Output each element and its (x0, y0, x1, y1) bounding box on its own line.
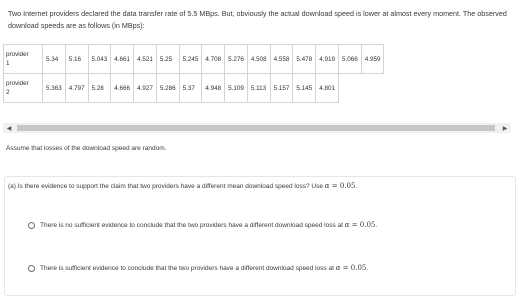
question-prefix: (a) Is there evidence to support the claim that two providers have a different mean download speed loss? Use (8, 183, 323, 190)
radio-no-evidence[interactable] (28, 222, 35, 229)
option-sufficient-evidence-alpha (336, 264, 367, 272)
row-header (4, 74, 43, 103)
table-cell: 4.948 (202, 74, 225, 103)
table-cell: 4.508 (247, 45, 270, 74)
question-panel (4, 176, 516, 296)
table-cell: 5.363 (43, 74, 66, 103)
triangle-left-icon: ◀ (6, 125, 12, 132)
table-cell: 4.959 (361, 45, 384, 74)
option-no-evidence-alpha (345, 221, 376, 229)
table-cell: 5.066 (338, 45, 361, 74)
table-row (4, 45, 384, 74)
table-cell: 4.666 (111, 74, 134, 103)
triangle-right-icon: ▶ (502, 125, 508, 132)
option-no-evidence[interactable] (28, 221, 377, 229)
alpha-expression (325, 182, 356, 190)
alpha-value: 0.05 (339, 182, 356, 190)
option-suffix: . (366, 264, 369, 272)
row-header-line2: 1 (6, 60, 10, 67)
table-cell: 4.521 (134, 45, 157, 74)
table-cell: 5.28 (88, 74, 111, 103)
table-cell: 5.043 (88, 45, 111, 74)
scroll-left-arrow[interactable] (3, 123, 15, 133)
table-cell: 4.708 (202, 45, 225, 74)
row-header-line2: 2 (6, 89, 10, 96)
table-cell: 5.25 (156, 45, 179, 74)
option-no-evidence-prefix: There is no sufficient evidence to conclude that the two providers have a different download speed loss at (40, 221, 343, 229)
table-cell: 5.37 (179, 74, 202, 103)
row-header-line1: provider (6, 51, 29, 58)
alpha-equals: = (349, 221, 360, 229)
alpha-value: 0.05 (350, 264, 367, 272)
row-header (4, 45, 43, 74)
table-cell: 4.661 (111, 45, 134, 74)
alpha-symbol: α (335, 264, 341, 272)
scroll-right-arrow[interactable] (499, 123, 511, 133)
table-row (4, 74, 384, 103)
alpha-value: 0.05 (359, 221, 376, 229)
alpha-equals: = (329, 182, 340, 190)
option-suffix: . (375, 221, 378, 229)
table-cell: 5.276 (225, 45, 248, 74)
table-cell: 5.113 (247, 74, 270, 103)
question-suffix: . (355, 183, 358, 190)
table-cell: 5.478 (293, 45, 316, 74)
row-header-line1: provider (6, 80, 29, 87)
table-cell: 4.797 (65, 74, 88, 103)
table-cell: 5.286 (156, 74, 179, 103)
speed-table-container (3, 44, 511, 103)
assumption-text: Assume that losses of the download speed are random. (6, 145, 167, 152)
table-cell: 4.801 (316, 74, 339, 103)
table-cell: 5.34 (43, 45, 66, 74)
alpha-symbol: α (324, 182, 330, 190)
table-cell: 4.558 (270, 45, 293, 74)
table-cell: 4.919 (316, 45, 339, 74)
table-cell: 5.145 (293, 74, 316, 103)
table-cell: 5.157 (270, 74, 293, 103)
radio-sufficient-evidence[interactable] (28, 265, 35, 272)
table-cell: 5.245 (179, 45, 202, 74)
scroll-thumb[interactable] (17, 125, 495, 131)
speed-table (3, 44, 384, 103)
table-cell: 4.927 (134, 74, 157, 103)
problem-intro: Two Internet providers declared the data transfer rate of 5.5 MBps. But, obviously the actual download speed is lower at almost every moment. The observed download speeds are as follows (in MBps): (8, 9, 507, 30)
alpha-equals: = (340, 264, 351, 272)
option-sufficient-evidence-prefix: There is sufficient evidence to conclude that the two providers have a different download speed loss at (40, 264, 334, 272)
alpha-symbol: α (344, 221, 350, 229)
horizontal-scrollbar[interactable] (3, 123, 511, 133)
table-cell: 5.109 (225, 74, 248, 103)
option-sufficient-evidence[interactable] (28, 264, 368, 272)
question-a (8, 182, 357, 190)
table-cell: 5.16 (65, 45, 88, 74)
